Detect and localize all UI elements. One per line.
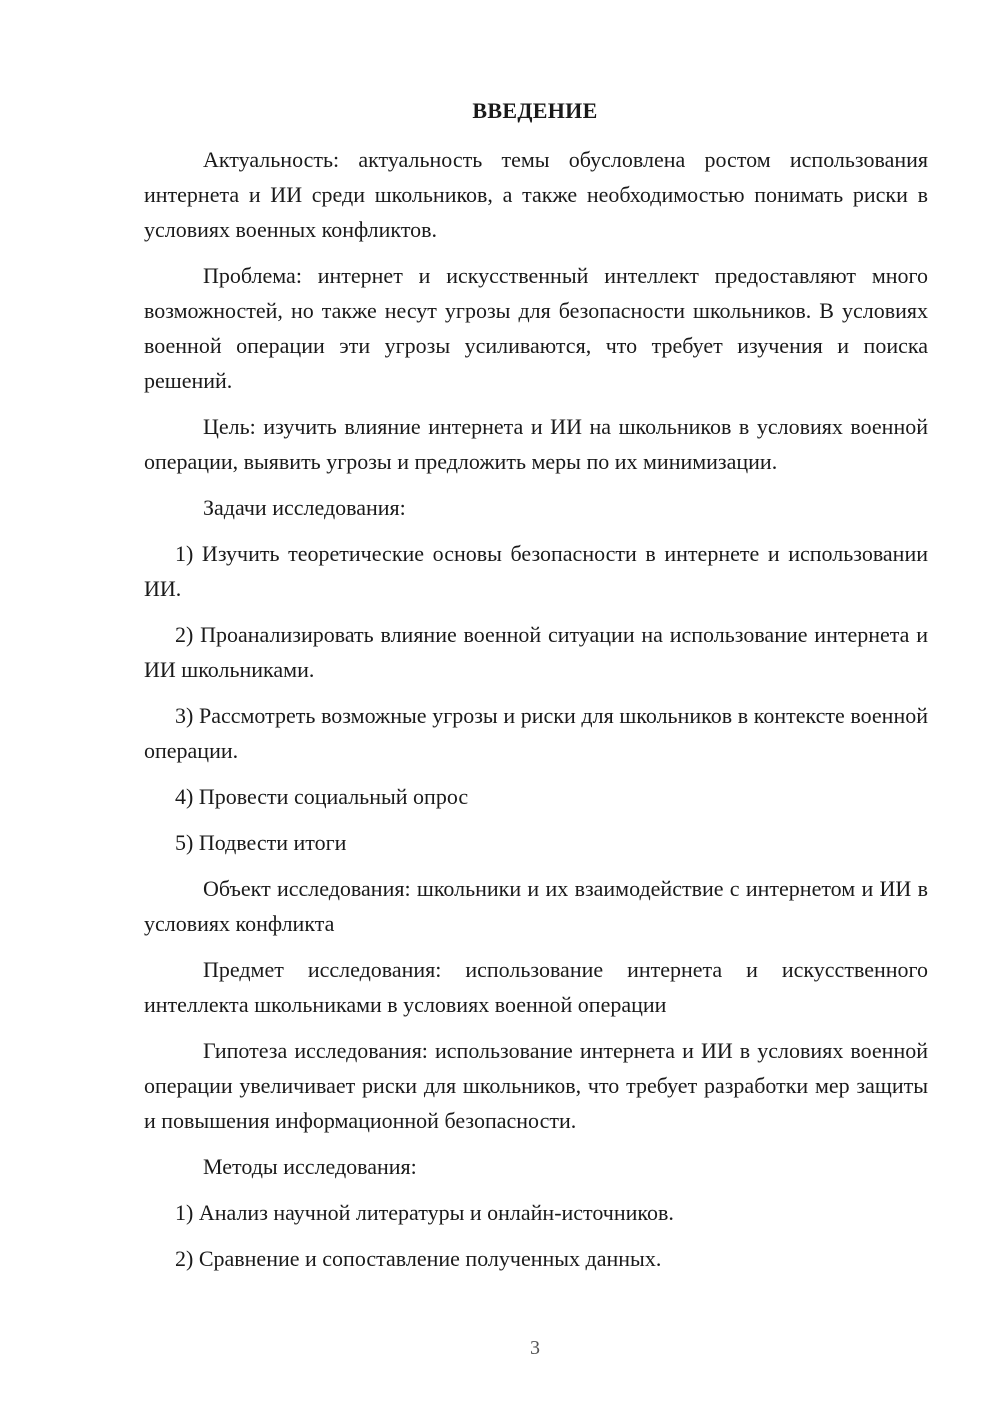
problem-paragraph: Проблема: интернет и искусственный интеллект предоставляют много возможностей, но также несут угрозы для безопасности школьников. В условиях военной операции эти угрозы усиливаются, что требует изучения и поиска решений. (144, 263, 928, 393)
task-item-5: 5) Подвести итоги (175, 830, 347, 855)
subject-paragraph: Предмет исследования: использование интернета и искусственного интеллекта школьниками в условиях военной операции (144, 957, 928, 1017)
relevance-paragraph: Актуальность: актуальность темы обусловлена ростом использования интернета и ИИ среди школьников, а также необходимостью понимать риски в условиях военных конфликтов. (144, 147, 928, 242)
object-paragraph: Объект исследования: школьники и их взаимодействие с интернетом и ИИ в условиях конфликта (144, 876, 928, 936)
method-item-1: 1) Анализ научной литературы и онлайн-источников. (175, 1200, 674, 1225)
task-item-3: 3) Рассмотреть возможные угрозы и риски для школьников в контексте военной операции. (144, 703, 928, 763)
hypothesis-paragraph: Гипотеза исследования: использование интернета и ИИ в условиях военной операции увеличивает риски для школьников, что требует разработки мер защиты и повышения информационной безопасности. (144, 1038, 928, 1133)
goal-paragraph: Цель: изучить влияние интернета и ИИ на школьников в условиях военной операции, выявить угрозы и предложить меры по их минимизации. (144, 414, 928, 474)
page-title: ВВЕДЕНИЕ (472, 98, 598, 123)
tasks-heading: Задачи исследования: (203, 495, 406, 520)
method-item-2: 2) Сравнение и сопоставление полученных данных. (175, 1246, 662, 1271)
task-item-1: 1) Изучить теоретические основы безопасности в интернете и использовании ИИ. (144, 541, 928, 601)
page-number: 3 (530, 1337, 540, 1359)
task-item-4: 4) Провести социальный опрос (175, 784, 469, 809)
document-body (144, 142, 928, 1287)
task-item-2: 2) Проанализировать влияние военной ситуации на использование интернета и ИИ школьниками. (144, 622, 928, 682)
methods-heading: Методы исследования: (203, 1154, 417, 1179)
